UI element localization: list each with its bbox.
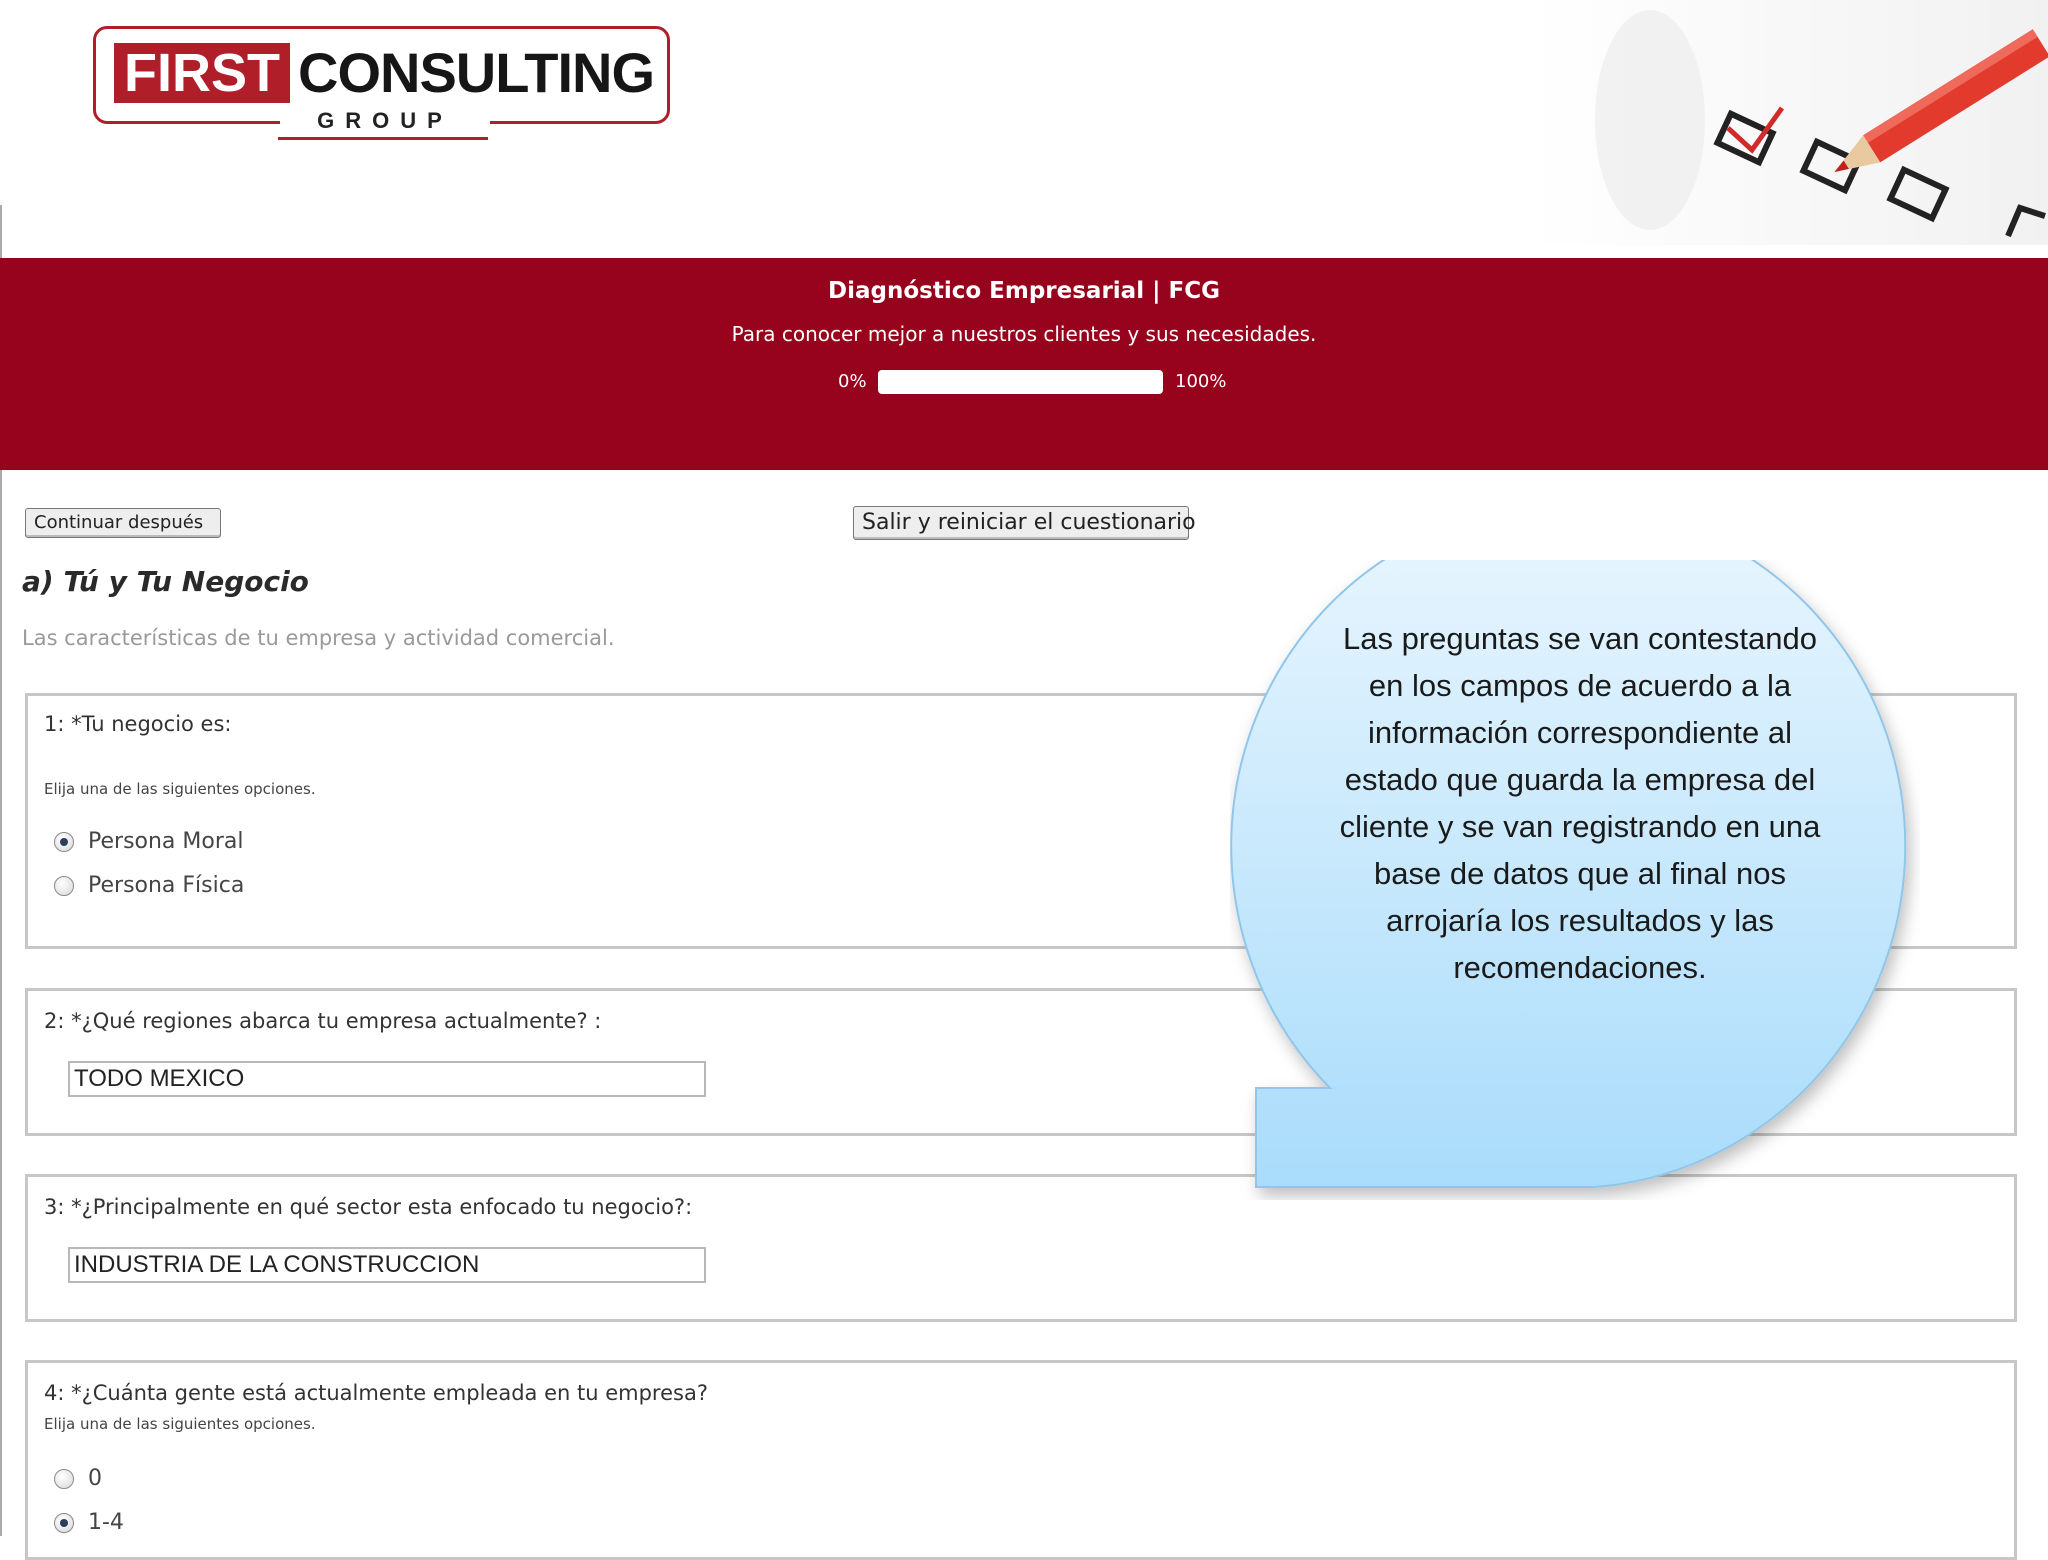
radio-label: 1-4 [88,1510,124,1535]
radio-option-persona-fisica[interactable] [54,873,244,898]
progress-start-label: 0% [838,371,867,392]
regions-input[interactable]: TODO MEXICO [68,1061,706,1097]
survey-subtitle: Para conocer mejor a nuestros clientes y sus necesidades. [731,322,1317,346]
question-4 [25,1360,2017,1560]
radio-option-1-4[interactable] [54,1510,124,1535]
question-2-text: 2: *¿Qué regiones abarca tu empresa actualmente? : [44,1009,602,1033]
radio-label: 0 [88,1466,102,1491]
question-1-hint: Elija una de las siguientes opciones. [44,780,316,798]
question-3-text: 3: *¿Principalmente en qué sector esta enfocado tu negocio?: [44,1195,693,1219]
question-4-hint: Elija una de las siguientes opciones. [44,1415,316,1433]
question-1-text: 1: *Tu negocio es: [44,712,232,736]
radio-button[interactable] [54,832,74,852]
question-4-text: 4: *¿Cuánta gente está actualmente empleada en tu empresa? [44,1381,708,1405]
radio-button[interactable] [54,1513,74,1533]
radio-button[interactable] [54,876,74,896]
progress-bar [878,370,1163,394]
logo-group-text: GROUP [280,108,490,134]
radio-label: Persona Moral [88,829,244,854]
sector-input[interactable]: INDUSTRIA DE LA CONSTRUCCION [68,1247,706,1283]
logo-underline [278,137,488,140]
logo-consulting-text: CONSULTING [298,41,655,104]
section-description: Las características de tu empresa y actividad comercial. [22,626,615,650]
survey-title: Diagnóstico Empresarial | FCG [828,278,1220,304]
exit-restart-button[interactable]: Salir y reiniciar el cuestionario [853,506,1189,540]
progress-end-label: 100% [1175,371,1227,392]
checklist-pencil-illustration [1530,0,2048,245]
radio-option-0[interactable] [54,1466,102,1491]
radio-button[interactable] [54,1469,74,1489]
continue-later-button[interactable]: Continuar después [25,508,221,538]
section-title: a) Tú y Tu Negocio [22,565,309,598]
radio-label: Persona Física [88,873,245,898]
callout-text: Las preguntas se van contestando en los campos de acuerdo a la información correspondiente al estado que guarda la empresa del cliente y se van registrando en una base de datos que al final nos arrojaría los resultados y las recomendaciones. [1339,621,1821,985]
logo-first-text: FIRST [114,43,290,103]
radio-option-persona-moral[interactable] [54,829,243,854]
